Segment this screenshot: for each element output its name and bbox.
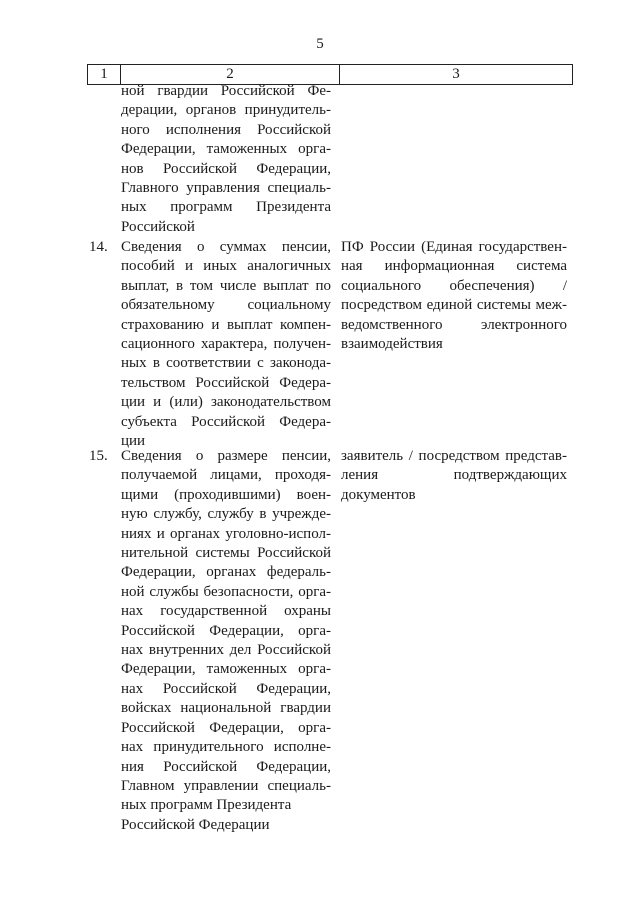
text-line: щими (проходившими) воен-: [121, 486, 331, 503]
text-line: заявитель / посредством представ-: [341, 448, 567, 464]
column-number-3: 3: [452, 66, 460, 82]
text-line: ных в соответствии с законода-: [121, 355, 331, 372]
text-line: ции и (или) законодательством: [121, 394, 331, 411]
text-line: нах внутренних дел Российской: [121, 642, 331, 659]
text-line: нах принудительного исполне-: [121, 739, 331, 756]
cell-information-source: [341, 447, 567, 505]
text-line: посредством единой системы меж-: [341, 297, 567, 314]
text-line: ную службу, службу в учрежде-: [121, 506, 331, 523]
text-line: нах Российской Федерации,: [121, 680, 331, 697]
text-line: ная информационная система: [341, 258, 567, 275]
text-line: нительной системы Российской: [121, 545, 331, 562]
page-number: 5: [316, 36, 324, 52]
text-line: Сведения о суммах пенсии,: [121, 239, 331, 255]
text-line: ниях и органах уголовно-испол-: [121, 525, 331, 542]
text-line: войсках национальной гвардии: [121, 700, 331, 717]
text-line: ного исполнения Российской: [121, 121, 331, 138]
text-line: ния Российской Федерации,: [121, 758, 331, 775]
text-line: Главного управления специаль-: [121, 180, 331, 197]
text-line: Российской Федерации, орга-: [121, 622, 331, 639]
text-line: ления подтверждающих: [341, 467, 567, 484]
text-line: Российской Федерации: [121, 816, 270, 833]
text-line: сационного характера, получен-: [121, 336, 331, 353]
text-line: ной службы безопасности, орга-: [121, 583, 331, 600]
text-line: ных программ Президента: [121, 797, 292, 814]
row-number: 15.: [89, 448, 108, 464]
text-line: пособий и иных аналогичных: [121, 258, 331, 275]
text-line: обязательному социальному: [121, 297, 331, 314]
text-line: Федерации, таможенных орга-: [121, 141, 331, 158]
text-line: Федерации, таможенных орга-: [121, 661, 331, 678]
text-line: ПФ России (Единая государствен-: [341, 239, 567, 255]
text-line: Сведения о размере пенсии,: [121, 448, 331, 464]
text-line: Российской Федерации, орга-: [121, 719, 331, 736]
text-line: ных программ Президента: [121, 199, 331, 216]
text-line: субъекта Российской Федера-: [121, 413, 331, 430]
cell-information-source: [341, 238, 567, 354]
text-line: получаемой лицами, проходя-: [121, 467, 331, 484]
column-number-2: 2: [121, 65, 340, 84]
row-number: 14.: [89, 239, 108, 255]
cell-information-description: [121, 82, 331, 237]
text-line: ции: [121, 433, 146, 450]
text-line: выплат, в том числе выплат по: [121, 277, 331, 294]
text-line: социального обеспечения) /: [341, 277, 567, 294]
text-line: тельством Российской Федера-: [121, 374, 331, 391]
text-line: взаимодействия: [341, 336, 443, 353]
text-line: дерации, органов принудитель-: [121, 102, 331, 119]
column-number-1: 1: [88, 65, 121, 84]
text-line: документов: [341, 486, 416, 503]
text-line: Федерации, органах федераль-: [121, 564, 331, 581]
text-line: Российской: [121, 218, 195, 235]
text-line: Главном управлении специаль-: [121, 777, 331, 794]
cell-information-description: [121, 447, 331, 835]
text-line: ведомственного электронного: [341, 316, 567, 333]
text-line: нов Российской Федерации,: [121, 160, 331, 177]
text-line: ной гвардии Российской Фе-: [121, 83, 331, 99]
text-line: страхованию и выплат компен-: [121, 316, 331, 333]
text-line: нах государственной охраны: [121, 603, 331, 620]
cell-information-description: [121, 238, 331, 451]
